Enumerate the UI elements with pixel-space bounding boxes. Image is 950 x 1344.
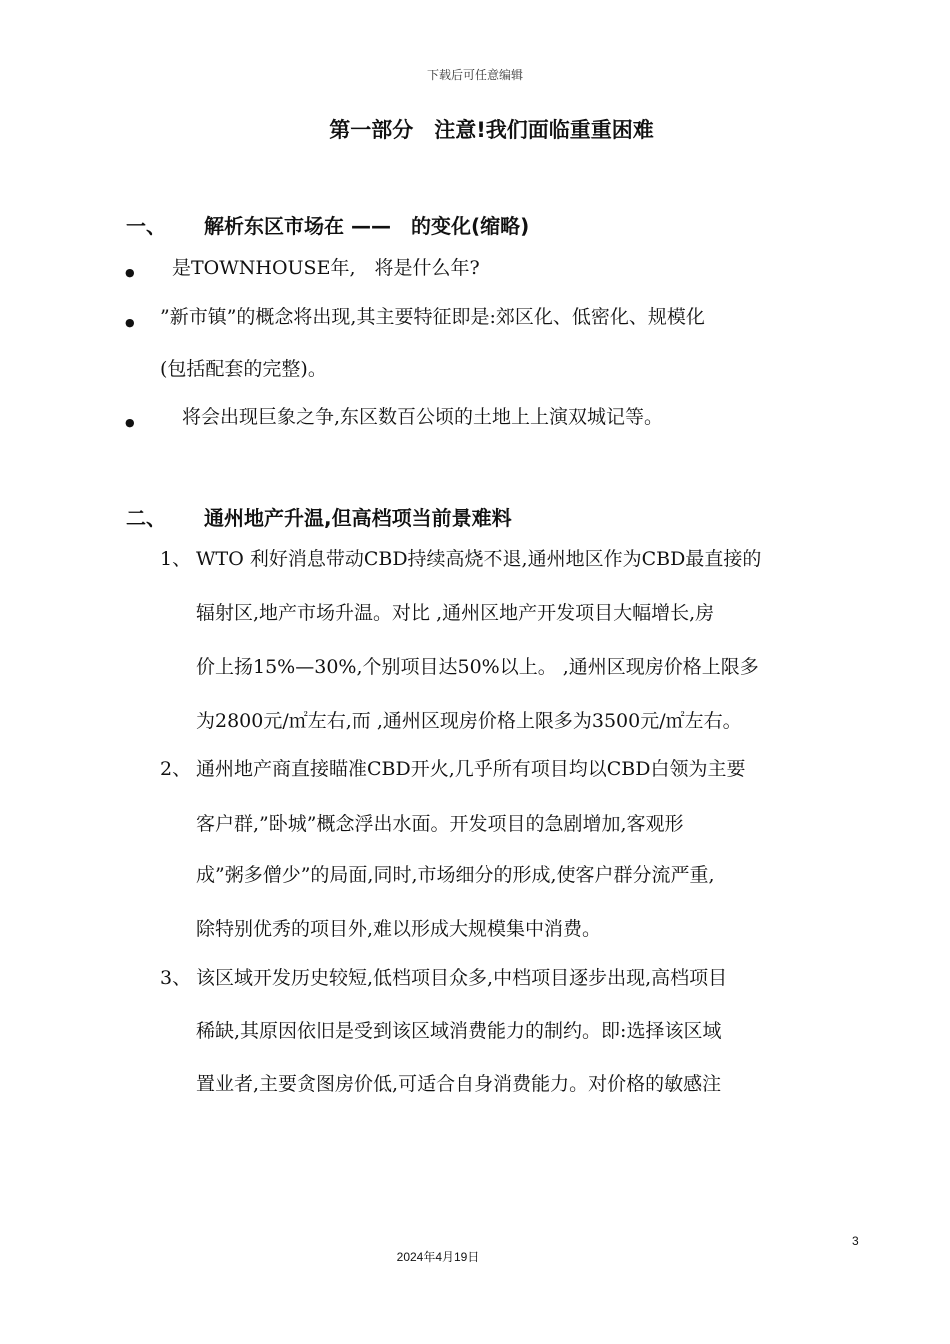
- item-2-line-4: 除特别优秀的项目外,难以形成大规模集中消费。: [196, 918, 602, 940]
- bullet-3-line-1: 将会出现巨象之争,东区数百公顷的土地上上演双城记等。: [182, 406, 664, 428]
- item-2-line-1: 通州地产商直接瞄准CBD开火,几乎所有项目均以CBD白领为主要: [196, 758, 746, 780]
- item-2-line-2: 客户群,”卧城”概念浮出水面。开发项目的急剧增加,客观形: [196, 813, 684, 835]
- item-3-line-1: 该区域开发历史较短,低档项目众多,中档项目逐步出现,高档项目: [196, 967, 728, 989]
- section-1-number: 一、: [126, 214, 166, 238]
- item-2-number: 2、: [160, 758, 192, 780]
- footer-date: 2024年4月19日: [396, 1250, 480, 1264]
- section-1-heading: [126, 210, 529, 239]
- item-1-number: 1、: [160, 548, 192, 570]
- bullet-2-line-2: (包括配套的完整)。: [160, 358, 327, 380]
- item-3-line-2: 稀缺,其原因依旧是受到该区域消费能力的制约。即:选择该区域: [196, 1020, 722, 1042]
- item-3-line-3: 置业者,主要贪图房价低,可适合自身消费能力。对价格的敏感注: [196, 1073, 722, 1095]
- page-number: 3: [852, 1234, 859, 1248]
- section-2-title: 通州地产升温,但高档项当前景难料: [204, 506, 512, 530]
- item-1-line-1: WTO 利好消息带动CBD持续高烧不退,通州地区作为CBD最直接的: [196, 548, 762, 570]
- item-2-line-3: 成”粥多僧少”的局面,同时,市场细分的形成,使客户群分流严重,: [196, 864, 715, 886]
- bullet-2-line-1: ”新市镇”的概念将出现,其主要特征即是:郊区化、低密化、规模化: [160, 306, 705, 328]
- item-3-number: 3、: [160, 967, 192, 989]
- bullet-icon: ●: [125, 266, 135, 279]
- section-2-number: 二、: [126, 506, 166, 530]
- item-1-line-4: 为2800元/㎡左右,而 ,通州区现房价格上限多为3500元/㎡左右。: [196, 710, 742, 732]
- bullet-icon: ●: [125, 316, 135, 329]
- bullet-1-line-1: 是TOWNHOUSE年, 将是什么年?: [172, 257, 480, 279]
- bullet-icon: ●: [125, 416, 135, 429]
- header-note: 下载后可任意编辑: [426, 68, 523, 82]
- section-1-title: 解析东区市场在 —— 的变化(缩略): [204, 214, 530, 238]
- item-1-line-2: 辐射区,地产市场升温。对比 ,通州区地产开发项目大幅增长,房: [196, 602, 715, 624]
- page-title: 第一部分 注意!我们面临重重困难: [329, 118, 654, 142]
- section-2-heading: [126, 502, 512, 531]
- item-1-line-3: 价上扬15%—30%,个别项目达50%以上。 ,通州区现房价格上限多: [196, 656, 759, 678]
